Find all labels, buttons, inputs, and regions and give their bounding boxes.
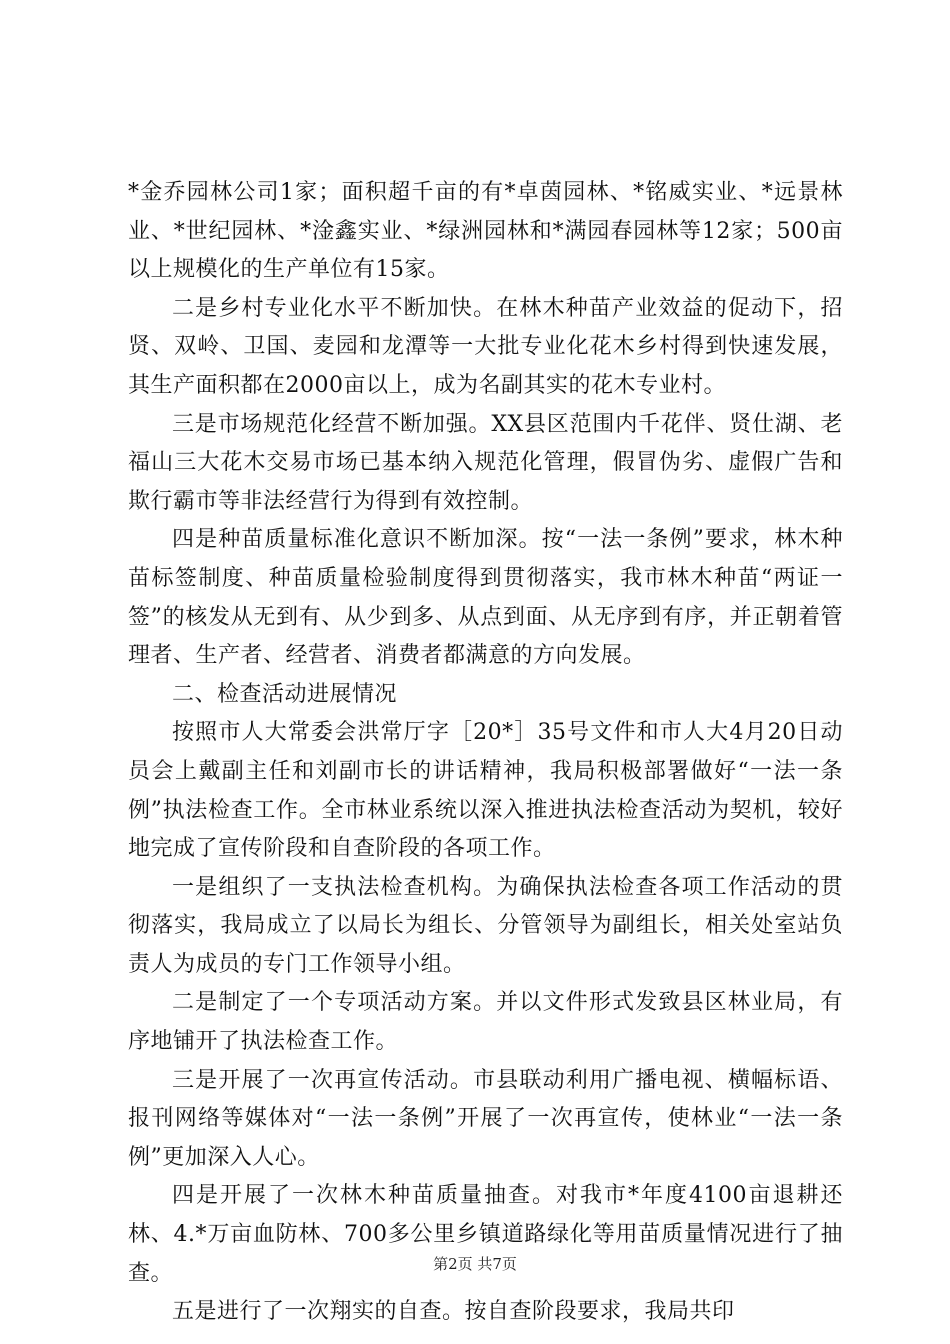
paragraph-11: 五是进行了一次翔实的自查。按自查阶段要求，我局共印: [172, 1299, 735, 1325]
paragraph-6: 按照市人大常委会洪常厅字［20*］35号文件和市人大4月20日动员会上戴副主任和刘副市长的讲话精神，我局积极部署做好“一法一条例”执法检查工作。全市林业系统以深入推进执法检查活动为契机，较好地完成了宣传阶段和自查阶段的各项工作。: [128, 720, 843, 862]
paragraph-1: *金乔园林公司1家；面积超千亩的有*卓茵园林、*铭威实业、*远景林业、*世纪园林、*淦鑫实业、*绿洲园林和*满园春园林等12家；500亩以上规模化的生产单位有15家。: [128, 180, 843, 283]
paragraph-7: 一是组织了一支执法检查机构。为确保执法检查各项工作活动的贯彻落实，我局成立了以局长为组长、分管领导为副组长，相关处室站负责人为成员的专门工作领导小组。: [128, 874, 843, 977]
paragraph-8: 二是制定了一个专项活动方案。并以文件形式发致县区林业局，有序地铺开了执法检查工作。: [128, 990, 843, 1055]
section-heading: 二、检查活动进展情况: [172, 681, 398, 707]
paragraph-4: 四是种苗质量标准化意识不断加深。按“一法一条例”要求，林木种苗标签制度、种苗质量检验制度得到贯彻落实，我市林木种苗“两证一签”的核发从无到有、从少到多、从点到面、从无序到有序，并正朝着管理者、生产者、经营者、消费者都满意的方向发展。: [128, 527, 843, 669]
page-footer: 第2页 共7页: [433, 1255, 517, 1273]
paragraph-10: 四是开展了一次林木种苗质量抽查。对我市*年度4100亩退耕还林、4.*万亩血防林、700多公里乡镇道路绿化等用苗质量情况进行了抽查。: [128, 1183, 843, 1286]
paragraph-3: 三是市场规范化经营不断加强。XX县区范围内千花伴、贤仕湖、老福山三大花木交易市场已基本纳入规范化管理，假冒伪劣、虚假广告和欺行霸市等非法经营行为得到有效控制。: [128, 411, 843, 514]
document-body: [128, 174, 843, 1332]
paragraph-2: 二是乡村专业化水平不断加快。在林木种苗产业效益的促动下，招贤、双岭、卫国、麦园和龙潭等一大批专业化花木乡村得到快速发展，其生产面积都在2000亩以上，成为名副其实的花木专业村。: [128, 295, 843, 398]
paragraph-9: 三是开展了一次再宣传活动。市县联动利用广播电视、横幅标语、报刊网络等媒体对“一法一条例”开展了一次再宣传，使林业“一法一条例”更加深入人心。: [128, 1067, 843, 1170]
